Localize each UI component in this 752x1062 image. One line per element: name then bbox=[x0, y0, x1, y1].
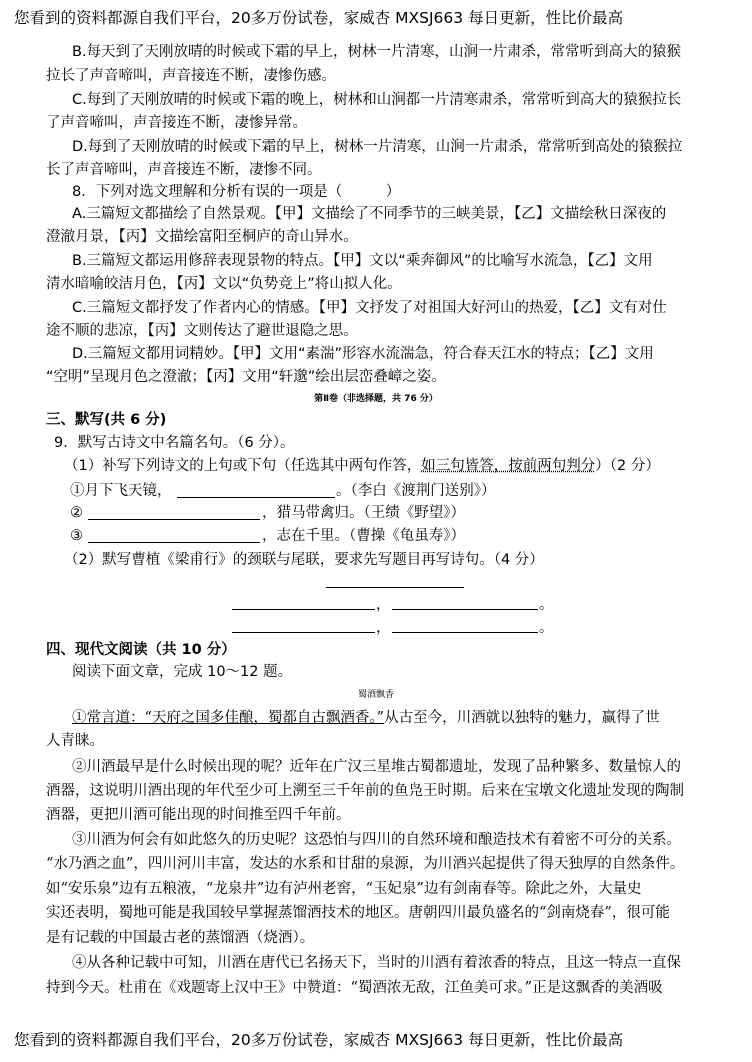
article-para3-line4: 实还表明，蜀地可能是我国较早掌握蒸馏酒技术的地区。唐朝四川最负盛名的“剑南烧春”，很可能 bbox=[46, 905, 670, 921]
poem-row1-blank-a[interactable] bbox=[232, 609, 375, 610]
poem-row1-blank-b[interactable] bbox=[392, 609, 538, 610]
poem-line3-blank[interactable] bbox=[88, 542, 260, 543]
poem-line2-pre: ② bbox=[70, 505, 83, 521]
poem-row2-period: 。 bbox=[539, 620, 554, 636]
q9-stem: 9．默写古诗文中名篇名句。（6 分）。 bbox=[54, 435, 295, 451]
poem-line2-post: ，猎马带禽归。（王绩《野望》） bbox=[262, 505, 465, 521]
poem-line1-pre: ①月下飞天镜， bbox=[70, 483, 172, 499]
article-para3-line2: “水乃酒之血”，四川河川丰富，发达的水系和甘甜的泉源，为川酒兴起提供了得天独厚的自然条件。 bbox=[46, 856, 685, 872]
section3-heading: 三、默写(共 6 分) bbox=[46, 412, 167, 428]
q7-option-c-line1: C.每到了天刚放晴的时候或下霜的晚上，树林和山涧都一片清寒肃杀，常常听到高大的猿猴拉长 bbox=[72, 92, 682, 108]
article-para1-rest: 从古至今，川酒就以独特的魅力，赢得了世 bbox=[384, 710, 660, 726]
q9-sub1-dotted: 如三句皆答，按前两句判分 bbox=[421, 458, 596, 474]
poem-row2-comma: ， bbox=[376, 620, 391, 636]
q7-option-d-line2: 长了声音啼叫，声音接连不断，凄惨不同。 bbox=[46, 162, 322, 178]
q8-stem: 8．下列对选文理解和分析有误的一项是（ ） bbox=[72, 184, 401, 200]
article-para2-line2: 酒器，这说明川酒出现的年代至少可上溯至三千年前的鱼凫王时期。后来在宝墩文化遗址发现的陶制 bbox=[46, 783, 684, 799]
q8-option-b-line1: B.三篇短文都运用修辞表现景物的特点。【甲】文以“乘奔御风”的比喻写水流急，【乙】文用 bbox=[72, 253, 653, 269]
q9-sub1-instruction bbox=[64, 456, 660, 476]
article-para3-line5: 是有记载的中国最古老的蒸馏酒（烧酒）。 bbox=[46, 930, 315, 946]
q8-option-d-line1: D.三篇短文都用词精妙。【甲】文用“素湍”形容水流湍急，符合春天江水的特点；【乙】文用 bbox=[72, 346, 654, 362]
poem-row2-blank-b[interactable] bbox=[392, 632, 538, 633]
article-para1-line2: 人青睐。 bbox=[46, 733, 104, 749]
q8-option-a-line2: 澄澈月景，【丙】文描绘富阳至桐庐的奇山异水。 bbox=[46, 229, 358, 245]
poem-row2-blank-a[interactable] bbox=[232, 632, 375, 633]
poem-row1-period: 。 bbox=[539, 597, 554, 613]
bottom-watermark-banner: 您看到的资料都源自我们平台，20多万份试卷，家威杏 MXSJ663 每日更新，性比价最高 bbox=[14, 1031, 624, 1049]
article-title: 蜀酒飘香 bbox=[357, 690, 394, 700]
poem-line3-post: ，志在千里。（曹操《龟虽寿》） bbox=[262, 528, 465, 544]
part2-heading: 第Ⅱ卷（非选择题，共 76 分） bbox=[314, 394, 438, 404]
poem-title-blank[interactable] bbox=[326, 587, 464, 588]
q8-option-b-line2: 清水暗喻皎洁月色，【丙】文以“负势竞上”将山拟人化。 bbox=[46, 276, 402, 292]
q9-sub1-pre: （1）补写下列诗文的上句或下句（任选其中两句作答， bbox=[64, 458, 422, 474]
top-watermark-banner: 您看到的资料都源自我们平台，20多万份试卷，家威杏 MXSJ663 每日更新，性比价最高 bbox=[14, 9, 624, 27]
poem-line2-blank[interactable] bbox=[88, 519, 260, 520]
article-para3-line1: ③川酒为何会有如此悠久的历史呢？这恐怕与四川的自然环境和酿造技术有着密不可分的关系。 bbox=[72, 832, 681, 848]
poem-row1-comma: ， bbox=[376, 597, 391, 613]
article-para2-line1: ②川酒最早是什么时候出现的呢？近年在广汉三星堆古蜀都遗址，发现了品种繁多、数量惊人的 bbox=[72, 759, 681, 775]
q9-sub2-instruction: （2）默写曹植《梁甫行》的颈联与尾联，要求先写题目再写诗句。（4 分） bbox=[64, 552, 544, 568]
q8-option-c-line2: 途不顺的悲凉，【丙】文则传达了避世退隐之思。 bbox=[46, 323, 358, 339]
q7-option-c-line2: 了声音啼叫，声音接连不断，凄惨异常。 bbox=[46, 115, 307, 131]
q7-option-d-line1: D.每到了天刚放晴的时候或下霜的早上，树林一片清寒，山涧一片肃杀，常常听到高处的猿猴拉 bbox=[72, 139, 683, 155]
article-para3-line3: 如“安乐泉”边有五粮液，“龙泉井”边有泸州老窖，“玉妃泉”边有剑南春等。除此之外，大量史 bbox=[46, 881, 642, 897]
article-para4-line2: 持到今天。杜甫在《戏题寄上汉中王》中赞道：“蜀酒浓无敌，江鱼美可求。”正是这飘香的美酒吸 bbox=[46, 980, 663, 996]
section4-heading: 四、现代文阅读（共 10 分） bbox=[46, 642, 236, 658]
poem-line3-pre: ③ bbox=[70, 528, 83, 544]
section4-intro: 阅读下面文章，完成 10～12 题。 bbox=[72, 664, 293, 680]
q8-option-d-line2: “空明”呈现月色之澄澈；【丙】文用“轩邈”绘出层峦叠嶂之姿。 bbox=[46, 369, 446, 385]
article-para4-line1: ④从各种记载中可知，川酒在唐代已名扬天下，当时的川酒有着浓香的特点，且这一特点一直保 bbox=[72, 955, 681, 971]
q7-option-b-line2: 拉长了声音啼叫，声音接连不断，凄惨伤感。 bbox=[46, 68, 336, 84]
article-para1-quote: ①常言道：“天府之国多佳酿，蜀都自古飘酒香。” bbox=[72, 710, 385, 726]
article-para1-line1 bbox=[72, 708, 660, 728]
q9-sub1-post: ）（2 分） bbox=[595, 458, 660, 474]
article-para2-line3: 酒器，更把川酒可能出现的时间推至四千年前。 bbox=[46, 807, 351, 823]
q8-option-a-line1: A.三篇短文都描绘了自然景观。【甲】文描绘了不同季节的三峡美景，【乙】文描绘秋日深夜的 bbox=[72, 206, 667, 222]
q8-option-c-line1: C.三篇短文都抒发了作者内心的情感。【甲】文抒发了对祖国大好河山的热爱，【乙】文有对仕 bbox=[72, 300, 667, 316]
poem-line1-post: 。（李白《渡荆门送别》） bbox=[336, 483, 496, 499]
q7-option-b-line1: B.每天到了天刚放晴的时候或下霜的早上，树林一片清寒，山涧一片肃杀，常常听到高大的猿猴 bbox=[72, 44, 682, 60]
poem-line1-blank[interactable] bbox=[177, 497, 335, 498]
